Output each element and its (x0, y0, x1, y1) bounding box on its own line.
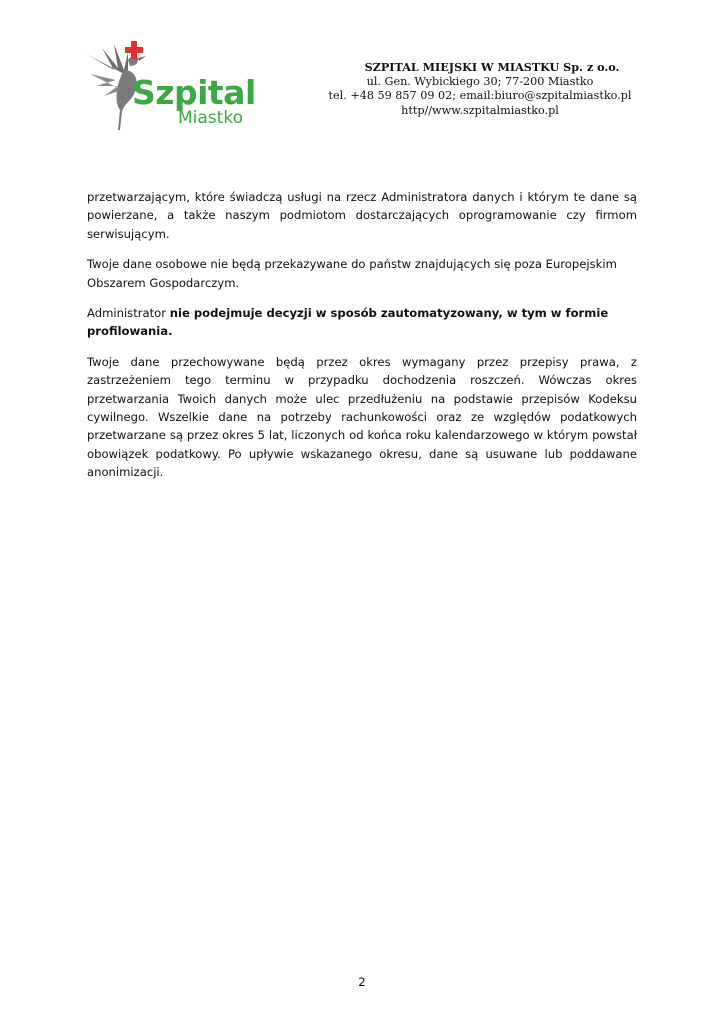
paragraph-automation-prefix: Administrator (87, 306, 170, 321)
paragraph-automation (87, 304, 637, 341)
letterhead (300, 60, 660, 118)
paragraph-automation-bold: nie podejmuje decyzji w sposób zautomatyzowany, w tym w formie profilowania. (87, 306, 609, 339)
cross-icon (124, 40, 144, 60)
org-address: ul. Gen. Wybickiego 30; 77-200 Miastko (366, 74, 594, 88)
hospital-logo (84, 40, 256, 136)
org-name: SZPITAL MIEJSKI W MIASTKU Sp. z o.o. (364, 60, 620, 74)
org-contact: tel. +48 59 857 09 02; email:biuro@szpitalmiastko.pl (328, 89, 632, 102)
paragraph-transfer: Twoje dane osobowe nie będą przekazywane do państw znajdujących się poza Europejskim Obszarem Gospodarczym. (87, 257, 617, 290)
paragraph-retention: Twoje dane przechowywane będą przez okres wymagany przez przepisy prawa, z zastrzeżeniem tego terminu w przypadku dochodzenia roszczeń. Wówczas okres przetwarzania Twoich danych może ulec przedłużeniu na podstawie przepisów Kodeksu cywilnego. Wszelkie dane na potrzeby rachunkowości oraz ze względów podatkowych przetwarzane są przez okres 5 lat, liczonych od końca roku kalendarzowego w którym powstał obowiązek podatkowy. Po upływie wskazanego okresu, dane są usuwane lub poddawane anonimizacji. (87, 354, 637, 480)
page-number: 2 (358, 975, 366, 989)
org-website: http//www.szpitalmiastko.pl (401, 103, 559, 117)
logo-text: Szpital (132, 73, 256, 112)
logo-subtext: Miastko (178, 108, 243, 128)
document-body (87, 188, 637, 494)
paragraph-processors: przetwarzającym, które świadczą usługi na rzecz Administratora danych i którym te dane są powierzane, a także naszym podmiotom dostarczających oprogramowanie czy firmom serwisującym. (87, 190, 637, 241)
